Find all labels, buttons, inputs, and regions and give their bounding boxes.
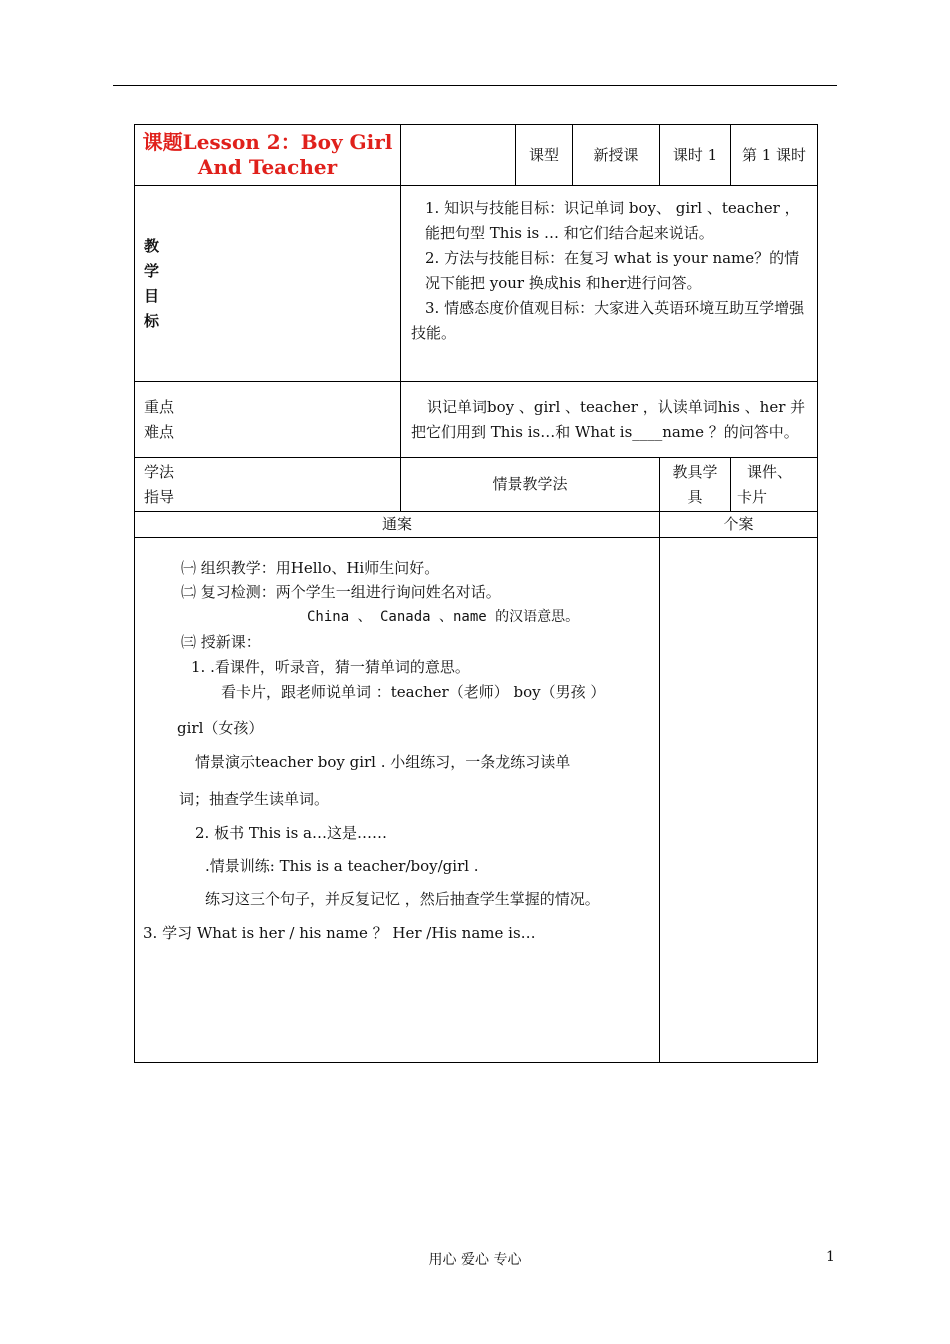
page-number: 1: [826, 1249, 835, 1265]
objectives-label-char: 标: [144, 311, 160, 330]
plan-line: 词；抽查学生读单词。: [179, 790, 330, 808]
footer-motto: 用心 爱心 专心: [428, 1252, 522, 1268]
method-label-line2: 指导: [144, 487, 175, 506]
objective-item: 1. 知识与技能目标：识记单词 boy、 girl 、teacher ，能把句型 This is … 和它们结合起来说话。: [425, 199, 800, 242]
plan-line: China 、 Canada 、name 的汉语意思。: [307, 609, 580, 625]
plan-line: ㈠ 组织教学：用Hello、Hi师生问好。: [181, 559, 440, 577]
key-points-text: 识记单词boy 、girl 、teacher ，认读单词his 、her 并把它们用到 This is…和 What is____name ？的问答中。: [401, 382, 818, 458]
lesson-title: [135, 125, 401, 186]
objective-item: 3. 情感态度价值观目标：大家进入英语环境互助互学增强技能。: [411, 299, 805, 342]
plan-line: 情景演示teacher boy girl . 小组练习，一条龙练习读单: [195, 753, 571, 771]
title-spacer-cell: [401, 125, 516, 186]
key-points-row: [135, 382, 818, 458]
plan-line: 1. .看课件，听录音，猜一猜单词的意思。: [191, 658, 470, 676]
tools-value-line1: 课件、: [747, 462, 793, 481]
plan-line: 3. 学习 What is her / his name ？ Her /His name is…: [143, 924, 536, 942]
common-plan-header: 通案: [135, 512, 660, 538]
method-row: [135, 458, 818, 512]
key-points-label-line1: 重点: [144, 397, 175, 416]
method-label: [135, 458, 401, 512]
period-value: 第 1 课时: [731, 125, 818, 186]
individual-plan-content: [660, 538, 818, 1063]
period-label: 课时 1: [660, 125, 731, 186]
header-rule: [113, 85, 837, 86]
objectives-label-char: 学: [144, 261, 160, 280]
lesson-title-line2: And Teacher: [197, 155, 338, 179]
tools-value: [731, 458, 818, 512]
plan-line: .情景训练: This is a teacher/boy/girl .: [205, 857, 479, 875]
plan-line: 2. 板书 This is a…这是……: [195, 824, 387, 842]
individual-plan-header: 个案: [660, 512, 818, 538]
lesson-title-line1: 课题Lesson 2：Boy Girl: [142, 130, 393, 154]
plan-line: 看卡片，跟老师说单词 ：teacher（老师） boy（男孩 ）: [221, 683, 606, 701]
key-points-label-line2: 难点: [144, 422, 175, 441]
tools-value-line2: 卡片: [737, 487, 768, 506]
plan-line: 练习这三个句子，并反复记忆 ，然后抽查学生掌握的情况。: [205, 890, 600, 908]
tools-label: [660, 458, 731, 512]
objectives-row: [135, 186, 818, 382]
plan-line: ㈢ 授新课：: [181, 633, 261, 651]
method-label-line1: 学法: [144, 462, 175, 481]
common-plan-content: [135, 538, 660, 1063]
objectives-label: [135, 186, 401, 382]
plan-line: ㈡ 复习检测：两个学生一组进行询问姓名对话。: [181, 583, 501, 601]
objectives-content: [401, 186, 818, 382]
plan-body-row: [135, 538, 818, 1063]
plan-line: girl（女孩）: [177, 719, 264, 737]
plan-header-row: [135, 512, 818, 538]
tools-label-line1: 教具学: [672, 462, 718, 481]
header-row: [135, 125, 818, 186]
lesson-plan-table: [134, 124, 818, 1063]
key-points-label: [135, 382, 401, 458]
objectives-label-char: 教: [144, 236, 160, 255]
objectives-label-char: 目: [144, 286, 160, 305]
method-value: 情景教学法: [401, 458, 660, 512]
tools-label-line2: 具: [687, 487, 703, 506]
type-label: 课型: [516, 125, 573, 186]
type-value: 新授课: [573, 125, 660, 186]
objective-item: 2. 方法与技能目标：在复习 what is your name？的情况下能把 your 换成his 和her进行问答。: [425, 249, 800, 292]
